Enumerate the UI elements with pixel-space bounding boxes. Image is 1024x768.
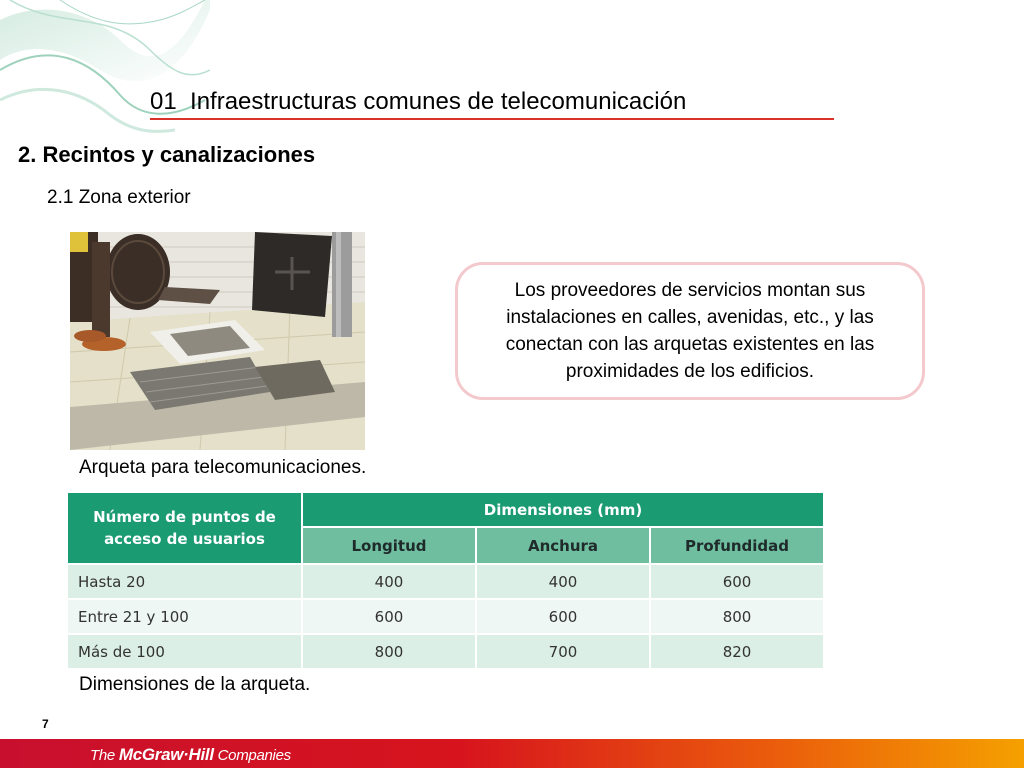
table-row [68, 600, 823, 633]
header-anchura: Anchura [477, 528, 649, 563]
cell-anchura: 700 [477, 635, 649, 668]
title-underline [150, 118, 834, 120]
header-users: Número de puntos de acceso de usuarios [68, 493, 301, 563]
cell-longitud: 600 [303, 600, 475, 633]
slide-title: 01 Infraestructuras comunes de telecomunicación [150, 88, 687, 115]
row-label: Más de 100 [68, 635, 301, 668]
subsection-heading: 2.1 Zona exterior [47, 187, 191, 208]
page-number: 7 [42, 717, 49, 731]
cell-anchura: 600 [477, 600, 649, 633]
table-row [68, 565, 823, 598]
cell-longitud: 800 [303, 635, 475, 668]
header-dimensions: Dimensiones (mm) [303, 493, 823, 526]
row-label: Entre 21 y 100 [68, 600, 301, 633]
cell-profundidad: 800 [651, 600, 823, 633]
row-label: Hasta 20 [68, 565, 301, 598]
brand-prefix: The [90, 747, 119, 764]
table-row [68, 635, 823, 668]
publisher-logo [90, 745, 291, 765]
section-heading: 2. Recintos y canalizaciones [18, 142, 316, 167]
photo-caption: Arqueta para telecomunicaciones. [79, 457, 367, 478]
arqueta-photo [70, 232, 365, 450]
header-profundidad: Profundidad [651, 528, 823, 563]
dimensions-table [66, 491, 825, 670]
cell-longitud: 400 [303, 565, 475, 598]
header-longitud: Longitud [303, 528, 475, 563]
table-caption: Dimensiones de la arqueta. [79, 674, 311, 695]
brand-suffix: Companies [213, 747, 291, 764]
brand-name: McGraw·Hill [118, 745, 214, 764]
callout-text: Los proveedores de servicios montan sus instalaciones en calles, avenidas, etc., y las conectan con las arquetas existentes en las proximidades de los edificios. [505, 280, 875, 382]
info-callout-box [455, 262, 925, 400]
cell-profundidad: 600 [651, 565, 823, 598]
cell-anchura: 400 [477, 565, 649, 598]
cell-profundidad: 820 [651, 635, 823, 668]
